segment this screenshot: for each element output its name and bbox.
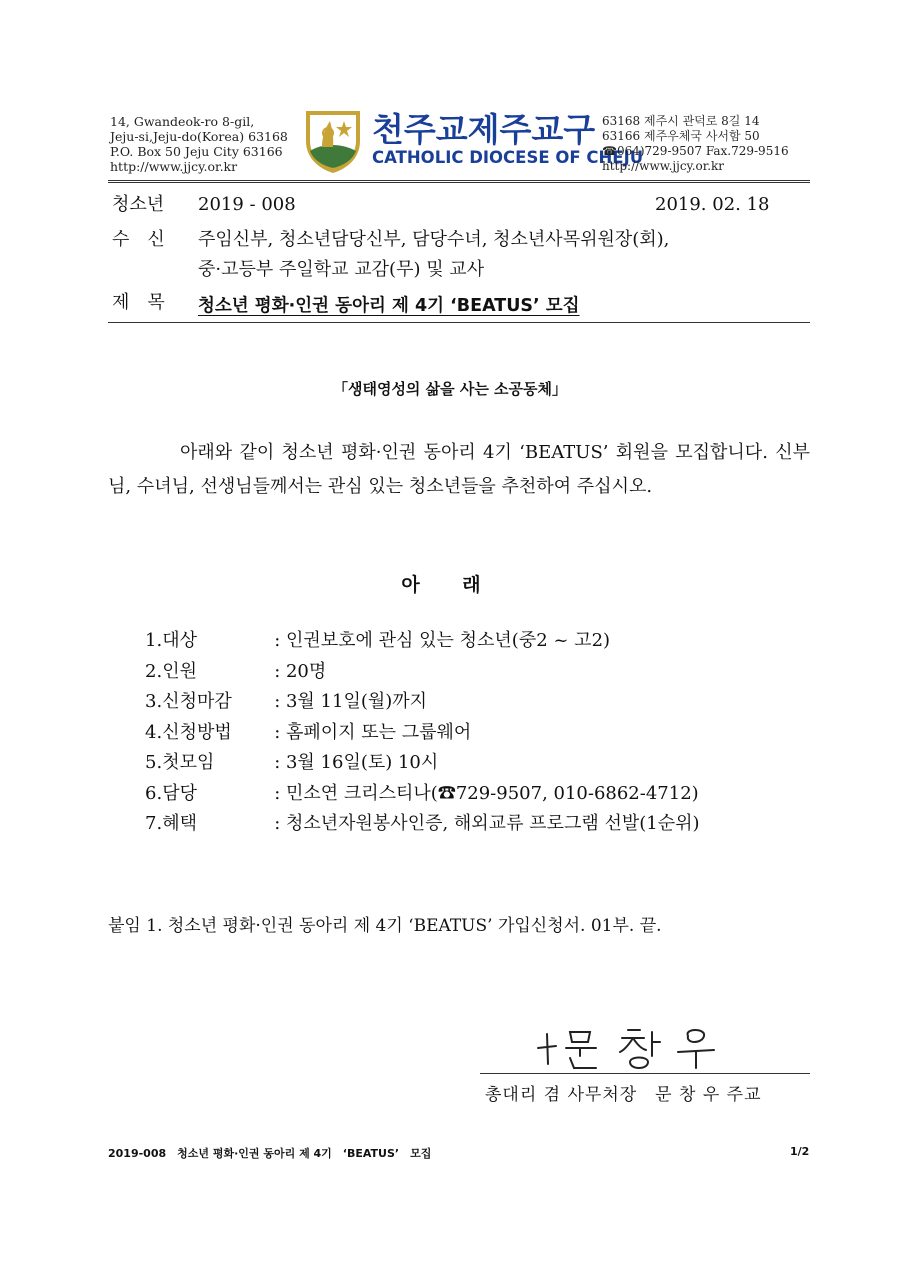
address-line: http://www.jjcy.or.kr: [602, 159, 725, 173]
org-name-english: CATHOLIC DIOCESE OF CHEJU: [372, 148, 644, 167]
item-number: 4.: [145, 721, 163, 743]
item-value: : 민소연 크리스티나(☎729-9507, 010-6862-4712): [274, 782, 699, 804]
address-line: 63166 제주우체국 사서함 50: [602, 129, 760, 143]
address-line: 63168 제주시 관덕로 8길 14: [602, 114, 760, 128]
list-item: [145, 657, 700, 688]
header-divider: [108, 180, 810, 183]
address-line: http://www.jjcy.or.kr: [110, 159, 238, 174]
diocese-emblem-icon: [302, 107, 364, 175]
attachment-note: 붙임 1. 청소년 평화·인권 동아리 제 4기 ‘BEATUS’ 가입신청서. 01부. 끝.: [108, 916, 662, 936]
section-title: 아 래: [401, 574, 499, 596]
item-value: : 인권보호에 관심 있는 청소년(중2 ~ 고2): [274, 630, 611, 651]
list-item: [145, 748, 700, 779]
item-number: 2.: [145, 660, 163, 682]
recipient-label: 수 신: [112, 229, 165, 250]
body-paragraph: [108, 436, 810, 504]
subject-divider: [108, 322, 810, 323]
item-label: 신청방법: [162, 721, 232, 743]
page-number: 1/2: [790, 1145, 810, 1158]
item-label: 신청마감: [162, 691, 232, 712]
signer-title: 총대리 겸 사무처장 문 창 우 주교: [485, 1085, 762, 1105]
recipient-line-2: 중·고등부 주일학교 교감(무) 및 교사: [198, 259, 485, 280]
item-value: : 3월 11일(월)까지: [274, 691, 428, 712]
list-item: [145, 779, 700, 810]
org-name-korean: 천주교제주교구: [372, 110, 596, 149]
body-text: 아래와 같이 청소년 평화·인권 동아리 4기 ‘BEATUS’ 회원을 모집합니다. 신부님, 수녀님, 선생님들께서는 관심 있는 청소년들을 추천하여 주십시오.: [108, 442, 810, 497]
letterhead-address-left: [110, 114, 288, 174]
doc-subject: 청소년 평화·인권 동아리 제 4기 ‘BEATUS’ 모집: [198, 296, 580, 316]
footer-title: 2019-008 청소년 평화·인권 동아리 제 4기 ‘BEATUS’ 모집: [108, 1147, 432, 1160]
address-line: ☎064)729-9507 Fax.729-9516: [602, 144, 789, 158]
item-value: : 3월 16일(토) 10시: [274, 752, 439, 773]
motto: 「생태영성의 삶을 사는 소공동체」: [332, 380, 568, 398]
item-label: 인원: [162, 660, 197, 682]
item-label: 혜택: [162, 813, 197, 834]
details-list: [145, 626, 700, 840]
item-label: 담당: [162, 782, 197, 804]
list-item: [145, 809, 700, 840]
item-value: : 청소년자원봉사인증, 해외교류 프로그램 선발(1순위): [274, 813, 700, 834]
subject-label: 제 목: [112, 292, 165, 313]
item-number: 7.: [145, 813, 163, 834]
item-value: : 홈페이지 또는 그룹웨어: [274, 721, 472, 743]
address-line: Jeju-si,Jeju-do(Korea) 63168: [110, 129, 288, 144]
item-number: 6.: [145, 782, 163, 804]
signature-line: [480, 1073, 810, 1074]
letterhead-address-right: [602, 114, 789, 174]
address-line: P.O. Box 50 Jeju City 63166: [110, 144, 283, 159]
doc-date: 2019. 02. 18: [655, 194, 770, 215]
handwritten-signature: [530, 1024, 740, 1072]
item-label: 대상: [162, 630, 197, 651]
item-number: 1.: [145, 630, 163, 651]
doc-number: 2019 - 008: [198, 194, 296, 215]
address-line: 14, Gwandeok-ro 8-gil,: [110, 114, 255, 129]
item-value: : 20명: [274, 660, 327, 682]
list-item: [145, 718, 700, 749]
recipient-line-1: 주임신부, 청소년담당신부, 담당수녀, 청소년사목위원장(회),: [198, 229, 670, 250]
list-item: [145, 687, 700, 718]
list-item: [145, 626, 700, 657]
item-number: 3.: [145, 691, 163, 712]
item-number: 5.: [145, 752, 163, 773]
item-label: 첫모임: [162, 752, 215, 773]
doc-dept: 청소년: [112, 194, 165, 215]
